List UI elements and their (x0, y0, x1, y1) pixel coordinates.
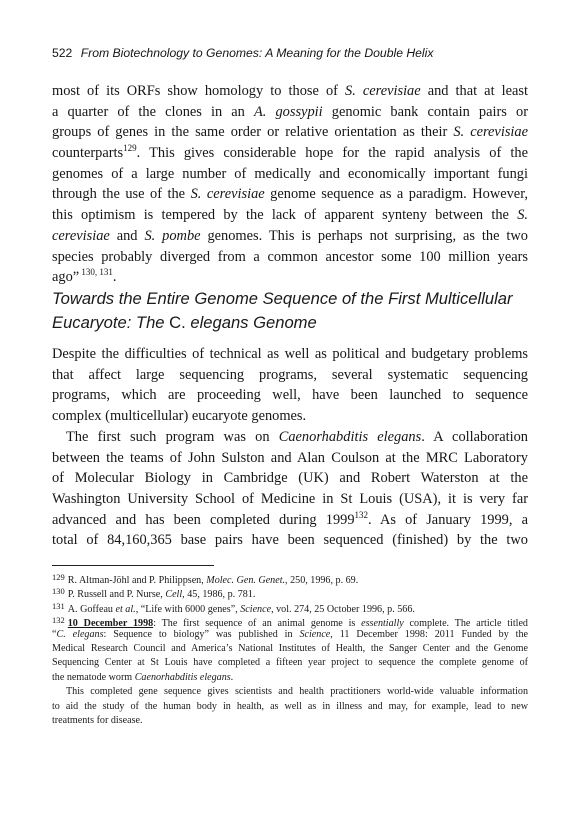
footnote-131 (52, 599, 528, 613)
text-run: The first such program was on (66, 429, 279, 445)
text-run: This completed gene sequence gives scientists and health practitioners world-wide valuable information (66, 686, 528, 698)
text-run: programs, which are proceeding well, have been launched to sequence (52, 387, 528, 404)
text-run: counterparts (52, 145, 124, 162)
footnote-number: 129 (52, 572, 65, 582)
text-line (52, 344, 528, 365)
text-run: : Sequence to biology” was published in (103, 628, 300, 640)
italic-text: Caenorhabditis elegans (134, 671, 231, 683)
italic-text: essentially (361, 618, 404, 630)
section-heading (52, 287, 532, 335)
text-run: , 45, 1986, p. 781. (182, 589, 256, 601)
text-line (52, 81, 528, 102)
text-line (52, 448, 528, 469)
italic-text: Caenorhabditis elegans (278, 429, 422, 445)
italic-text: et al. (115, 603, 136, 615)
footnote-132-line (52, 685, 528, 699)
text-run: , 250, 1996, p. 69. (285, 575, 359, 586)
text-line (52, 385, 528, 406)
text-run: advanced and has been completed during 1999 (52, 511, 355, 528)
text-run: 10 December 1998 (67, 618, 154, 630)
text-run: groups of genes in the same order or relative orientation as their (52, 124, 454, 141)
text-run: , 11 December 1998: 2011 Funded by the (330, 628, 529, 640)
footnote-132-line (52, 671, 528, 685)
text-line (52, 530, 528, 551)
text-run: species probably diverged from a common ancestor some 100 million years (52, 248, 528, 265)
footnote-number: 130 (52, 586, 65, 597)
footnote-ref: 129 (123, 143, 137, 154)
footnote-rule (52, 565, 214, 566)
text-run: . (112, 269, 117, 286)
text-run: the nematode worm (52, 671, 135, 683)
footnote-number: 131 (52, 600, 65, 611)
running-header (52, 46, 433, 60)
text-run: genomes of a large number of medically and economically important fungi (52, 165, 528, 182)
text-run: . This gives considerable hope for the rapid analysis of the (136, 145, 528, 162)
text-run: this optimism is tempered by the lack of apparent synteny between the (52, 207, 518, 224)
heading-line (52, 287, 532, 311)
text-run: and (109, 227, 145, 244)
text-line (52, 510, 528, 531)
text-line (52, 489, 528, 510)
text-run: of Molecular Biology in Cambridge (UK) and Robert Waterston at the (52, 470, 528, 487)
text-line (52, 406, 528, 427)
italic-text: S. pombe (144, 227, 201, 244)
footnote-132-line (52, 714, 528, 728)
italic-text: S. cerevisiae (190, 186, 265, 203)
footnote-ref: 132 (354, 509, 369, 520)
text-run: C. (169, 313, 186, 332)
text-run: complex (multicellular) eucaryote genomes. (52, 408, 307, 425)
footnote-130 (52, 584, 528, 601)
text-run: most of its ORFs show homology to those of (52, 83, 345, 99)
text-line (52, 468, 528, 489)
italic-text: Molec. Gen. Genet. (206, 575, 286, 586)
paragraph-first-program (52, 427, 528, 551)
text-run: treatments for disease. (52, 714, 143, 726)
paragraph-quote-continuation (52, 81, 528, 288)
text-run: , vol. 274, 25 October 1996, p. 566. (271, 603, 415, 615)
text-run: . (230, 671, 234, 683)
text-run: total of 84,160,365 base pairs have been sequenced (finished) by the two (52, 532, 528, 549)
text-run: genomes. This is perhaps not surprising, as the two (200, 227, 528, 244)
text-line (52, 226, 528, 247)
text-run: Medical Research Council and America’s National Institutes of Health, the Sanger Center and the Genome (52, 642, 528, 654)
italic-text: Science (299, 628, 331, 640)
italic-text: C. elegans (56, 628, 104, 640)
footnote-132-line (52, 700, 528, 714)
footnote-132 (52, 613, 528, 630)
text-run: Towards the Entire Genome Sequence of the First Multicellular (52, 289, 513, 308)
text-line (52, 205, 528, 226)
text-run: : The first sequence of an animal genome is (153, 618, 362, 630)
text-run: R. Altman-Jöhl and P. Philippsen, (67, 575, 207, 586)
text-line (52, 267, 528, 288)
footnote-132-line (52, 628, 528, 642)
text-run: ago” (52, 269, 80, 286)
text-line (52, 365, 528, 386)
italic-text: S. (517, 207, 528, 224)
text-run: Washington University School of Medicine in St Louis (USA), it is very far (52, 491, 528, 508)
italic-text: Science (240, 603, 272, 615)
text-run: . A collaboration (421, 429, 528, 445)
text-line (52, 164, 528, 185)
text-run: genome sequence as a paradigm. However, (264, 186, 529, 203)
text-line (52, 122, 528, 143)
text-run: through the use of the (52, 186, 191, 203)
text-run: P. Russell and P. Nurse, (67, 589, 166, 601)
footnote-ref: 130, 131 (79, 267, 113, 278)
text-run: Eucaryote: The (52, 313, 170, 332)
heading-line (52, 311, 532, 335)
text-run: a quarter of the clones in an (52, 103, 254, 120)
text-line (52, 247, 528, 268)
running-title: From Biotechnology to Genomes: A Meaning for the Double Helix (80, 46, 434, 60)
text-line (52, 102, 528, 123)
italic-text: A. gossypii (253, 103, 323, 120)
text-run: genomic bank contain pairs or (322, 103, 528, 120)
italic-text: cerevisiae (52, 227, 110, 244)
text-run: , “Life with 6000 genes”, (135, 603, 241, 615)
text-run: Sequencing Center at St Louis have completed a fifteen year project to sequence the complete genome of (52, 657, 528, 669)
text-run: Despite the difficulties of technical as well as political and budgetary problems (52, 346, 528, 362)
text-run: . As of January 1999, a (368, 511, 528, 528)
footnote-number: 132 (52, 615, 65, 626)
text-run: to aid the study of the human body in health, as well as in illness and may, for example, lead to new (52, 700, 528, 712)
page-number: 522 (52, 46, 73, 60)
footnote-129 (52, 570, 528, 584)
footnote-132-line (52, 656, 528, 670)
text-run: and that at least (420, 83, 528, 99)
text-run: A. Goffeau (67, 603, 116, 615)
text-line (52, 427, 528, 448)
text-run: that affect large sequencing programs, several systematic sequencing (52, 366, 528, 383)
text-run: “ (52, 628, 57, 640)
text-run: elegans Genome (185, 313, 317, 332)
italic-text: S. cerevisiae (345, 83, 421, 99)
text-run: complete. The article titled (403, 618, 528, 630)
text-line (52, 184, 528, 205)
text-line (52, 143, 528, 164)
italic-text: Cell (165, 589, 183, 601)
paragraph-despite (52, 344, 528, 427)
text-run: between the teams of John Sulston and Alan Coulson at the MRC Laboratory (52, 449, 528, 466)
footnote-132-line (52, 642, 528, 656)
footnotes (52, 570, 528, 728)
italic-text: S. cerevisiae (453, 124, 529, 141)
